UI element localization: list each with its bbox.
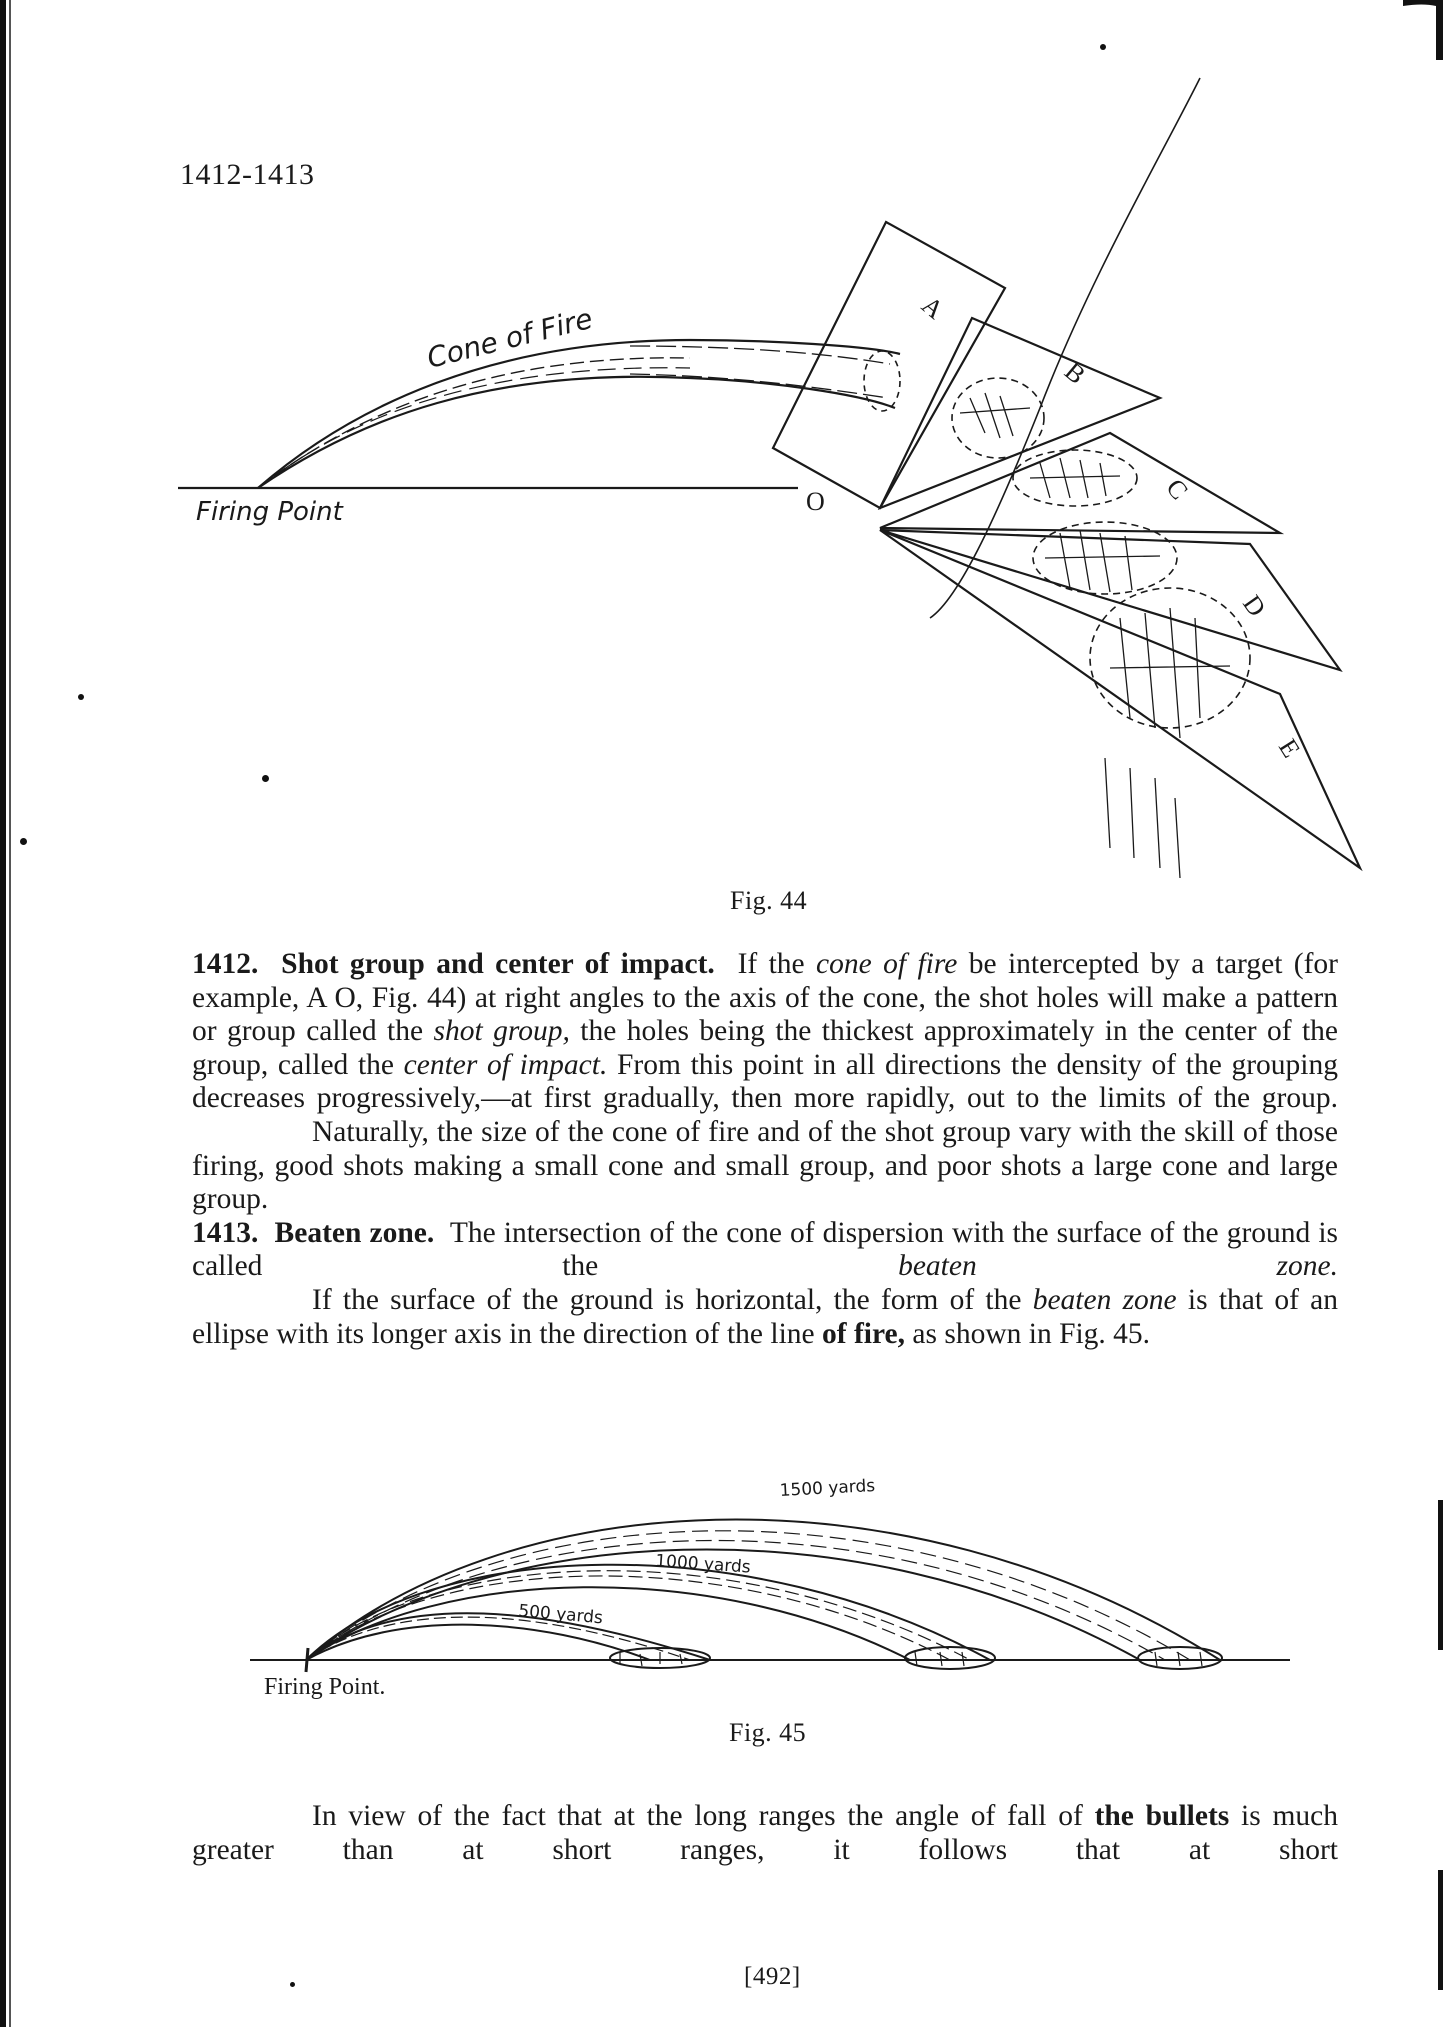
term-beaten-zone: beaten zone. (898, 1250, 1338, 1283)
text-run: If the surface of the ground is horizontal, the form of the (312, 1283, 1022, 1316)
section-1412-paragraph-2: Naturally, the size of the cone of fire and of the shot group vary with the skill of those firing, good shots making a small cone and small group, and poor shots a large cone and large group. (192, 1115, 1338, 1216)
target-label-a: A (916, 290, 950, 325)
cone-of-fire-label: Cone of Fire (423, 301, 596, 375)
firing-point-label: Firing Point. (264, 1674, 386, 1700)
text-run-bold: of fire, (822, 1317, 906, 1350)
closing-text (192, 1800, 1338, 1867)
text-run-bold: the bullets (1094, 1800, 1230, 1832)
figure-45-beaten-zones-diagram (250, 1468, 1300, 1710)
shot-group-b (952, 378, 1044, 458)
section-1412-paragraph-1 (192, 948, 1338, 1116)
footer-page-number: [492] (744, 1963, 801, 1990)
text-run: the holes being the thickest approximately in the center of the group, called the (192, 1015, 1338, 1081)
text-run: The intersection of the cone of dispersion with the surface of the ground is called the (192, 1216, 1339, 1283)
target-label-d: D (1237, 589, 1272, 622)
page-edge-right-lower (1438, 1870, 1443, 1990)
section-1413-paragraph-2 (192, 1284, 1338, 1351)
figure-45-caption: Fig. 45 (729, 1718, 807, 1747)
target-label-c: C (1160, 473, 1194, 506)
term-beaten-zone: beaten zone (1032, 1283, 1177, 1316)
target-plane-a (773, 222, 1005, 508)
text-run: In view of the fact that at the long ranges the angle of fall of (312, 1800, 1083, 1832)
label-1000-yards: 1000 yards (654, 1551, 752, 1578)
target-label-b: B (1059, 356, 1092, 390)
scan-speck (20, 838, 27, 845)
scan-speck (290, 1982, 295, 1987)
section-1413-number: 1413. (192, 1216, 259, 1249)
term-center-of-impact: center of impact. (403, 1048, 608, 1081)
label-1500-yards: 1500 yards (779, 1476, 876, 1501)
text-run: as shown in Fig. 45. (912, 1317, 1151, 1350)
firing-point-label: Firing Point (196, 497, 343, 527)
text-run: be intercepted by a target (for example, A O, Fig. 44) at right angles to the axis of the cone, the shot holes will make a pattern or group called the (192, 948, 1338, 1048)
text-run: is much greater than at short ranges, it follows that at short (192, 1800, 1339, 1866)
text-run: If the (737, 948, 805, 980)
text-run: From this point in all directions the density of the grouping decreases progressively,—at first gradually, then more rapidly, out to the limits of the group. (192, 1048, 1338, 1115)
page-edge-right (1438, 1500, 1443, 1650)
scan-speck (78, 694, 84, 700)
term-shot-group: shot group, (433, 1015, 570, 1048)
term-cone-of-fire: cone of fire (816, 948, 958, 980)
closing-paragraph (192, 1800, 1338, 1867)
figure-44-cone-of-fire-diagram (170, 78, 1370, 898)
text-run: is that of an ellipse with its longer axis in the direction of the line (192, 1283, 1338, 1350)
page-edge-left (0, 0, 6, 2027)
page-header-section-range: 1412-1413 (180, 158, 315, 191)
section-1412-number: 1412. (192, 948, 259, 980)
label-500-yards: 500 yards (517, 1601, 604, 1629)
section-1412-text (192, 948, 1338, 1351)
target-label-e: E (1272, 733, 1306, 763)
page-corner-mark (1403, 0, 1443, 60)
scan-speck (1100, 44, 1106, 50)
figure-44-caption: Fig. 44 (730, 886, 808, 915)
section-1412-heading: Shot group and center of impact. (281, 948, 715, 980)
section-1413-heading: Beaten zone. (274, 1216, 435, 1249)
page-edge-left-line (9, 0, 11, 2027)
section-1413-paragraph-1 (192, 1217, 1338, 1284)
origin-label-o: O (806, 487, 825, 516)
target-plane-c (880, 433, 1280, 533)
